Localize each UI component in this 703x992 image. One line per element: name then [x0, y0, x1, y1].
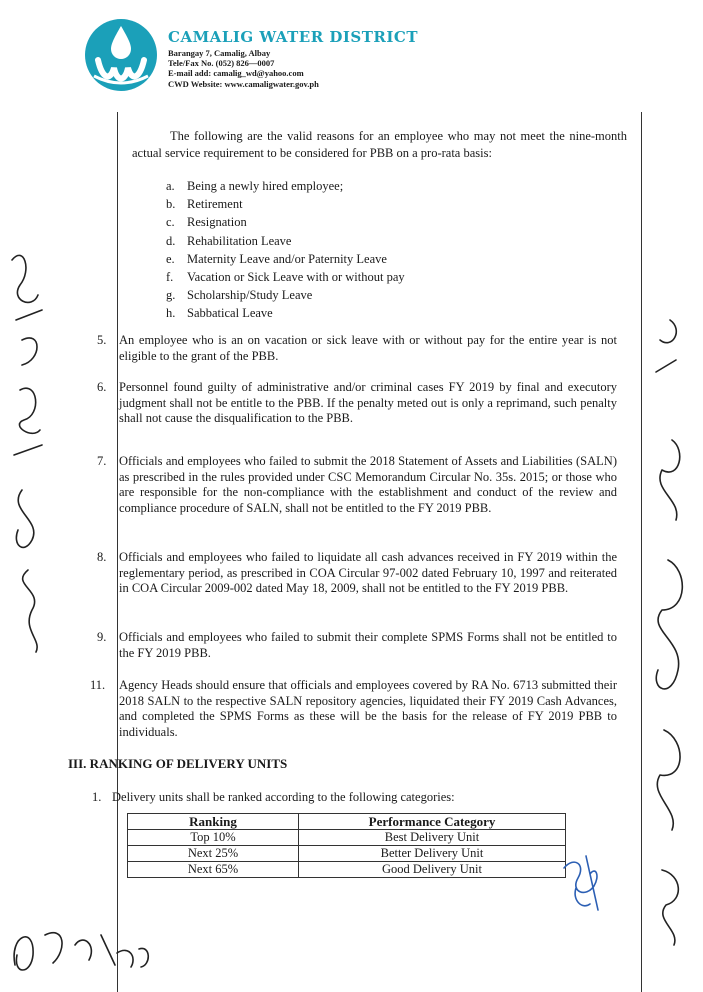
numbered-item: 9. Officials and employees who failed to submit their complete SPMS Forms shall not be entitled to the FY 2019 PBB. — [97, 630, 617, 660]
list-item: f. Vacation or Sick Leave with or without pay — [166, 269, 405, 284]
section-heading: III. RANKING OF DELIVERY UNITS — [68, 756, 288, 771]
ranking-table — [127, 813, 566, 878]
table-cell: Good Delivery Unit — [299, 862, 566, 878]
table-cell: Better Delivery Unit — [299, 846, 566, 862]
table-cell: Next 25% — [128, 846, 299, 862]
table-header-row — [128, 814, 566, 830]
right-margin-signatures — [632, 310, 702, 950]
table-row — [128, 862, 566, 878]
list-item: d. Rehabilitation Leave — [166, 233, 292, 248]
list-item: b. Retirement — [166, 197, 243, 212]
organization-name: CAMALIG WATER DISTRICT — [168, 28, 419, 46]
numbered-item: 11. Agency Heads should ensure that officials and employees covered by RA No. 6713 submitted their 2018 SALN to the respective SALN repository agencies, liquidated their FY 2019 Cash Advances, and completed the SPMS Forms as these will be the basis for the release of FY 2019 PBB to individuals. — [90, 678, 617, 739]
column-header: Ranking — [128, 814, 299, 830]
email: E-mail add: camalig_wd@yahoo.com — [168, 68, 304, 79]
list-item: g. Scholarship/Study Leave — [166, 288, 313, 303]
intro-paragraph: The following are the valid reasons for an employee who may not meet the nine-month actual service requirement to be considered for PBB on a pro-rata basis: — [132, 129, 627, 160]
column-header: Performance Category — [299, 814, 566, 830]
list-item: h. Sabbatical Leave — [166, 306, 273, 321]
table-row — [128, 830, 566, 846]
blue-initials-signature — [556, 848, 606, 918]
address: Barangay 7, Camalig, Albay — [168, 48, 271, 58]
table-cell: Next 65% — [128, 862, 299, 878]
list-item: c. Resignation — [166, 215, 247, 230]
table-cell: Top 10% — [128, 830, 299, 846]
list-item: a. Being a newly hired employee; — [166, 179, 344, 193]
bottom-left-initials — [5, 905, 155, 985]
left-margin-signatures — [2, 240, 50, 660]
list-item: e. Maternity Leave and/or Paternity Leave — [166, 251, 387, 266]
numbered-item: 7. Officials and employees who failed to submit the 2018 Statement of Assets and Liabilities (SALN) as prescribed in the rules provided under CSC Memorandum Circular No. 35s. 2015; or those who are responsible for the non-compliance with the establishment and conduct of the review and compliance procedure of SALN, shall not be entitled to the FY 2019 PBB. — [97, 454, 617, 515]
numbered-item: 8. Officials and employees who failed to liquidate all cash advances received in FY 2019 within the reglementary period, as prescribed in COA Circular 97-002 dated February 10, 1997 and reiterated in COA Circular 2009-002 dated May 18, 2009, shall not be entitled to the FY 2019 PBB. — [97, 550, 617, 595]
table-cell: Best Delivery Unit — [299, 830, 566, 846]
table-row — [128, 846, 566, 862]
ranking-intro: 1. Delivery units shall be ranked according to the following categories: — [92, 790, 455, 804]
telefax: Tele/Fax No. (052) 826—0007 — [168, 58, 275, 69]
valid-reasons-list — [166, 177, 405, 323]
contact-block — [168, 48, 319, 89]
water-drop-cwd-logo-icon — [84, 18, 158, 92]
numbered-item: 6. Personnel found guilty of administrative and/or criminal cases FY 2019 by final and executory judgment shall not be entitle to the PBB. If the penalty meted out is only a reprimand, such penalty shall not cause the disqualification to the PBB. — [97, 380, 617, 425]
numbered-item: 5. An employee who is an on vacation or sick leave with or without pay for the entire year is not eligible to the grant of the PBB. — [97, 333, 617, 363]
website: CWD Website: www.camaligwater.gov.ph — [168, 78, 319, 89]
